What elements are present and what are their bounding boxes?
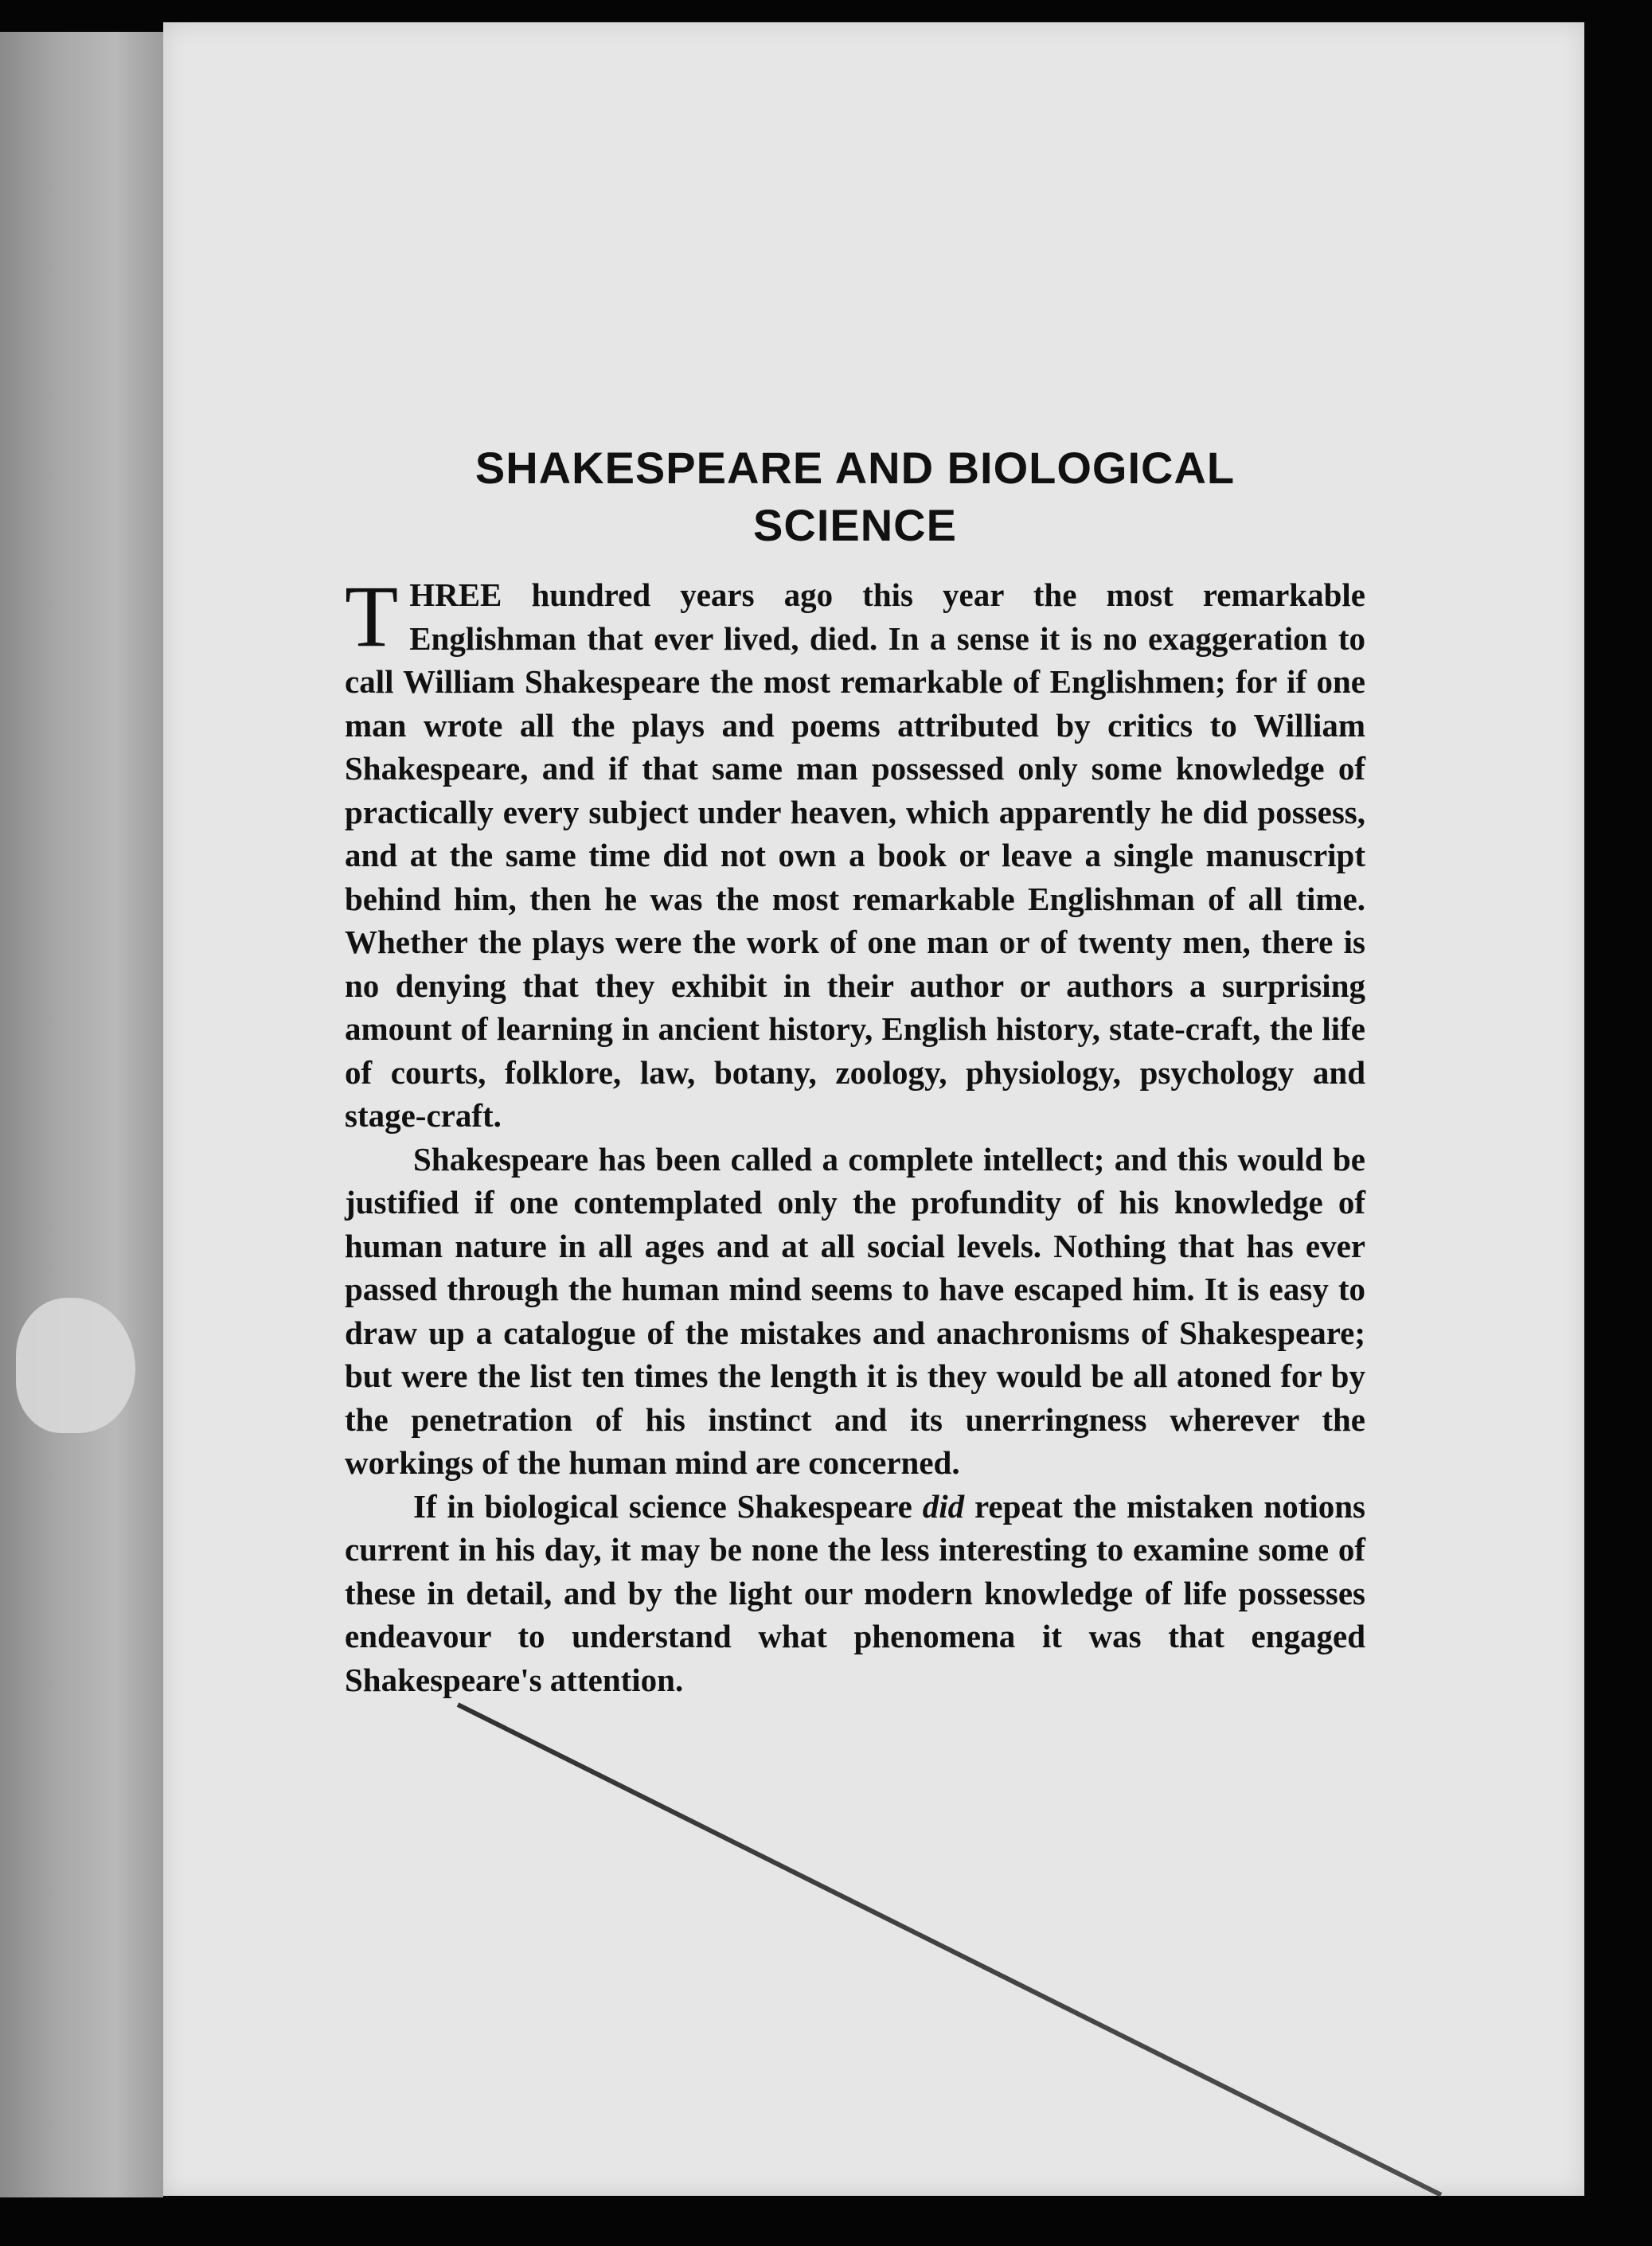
title-line-2: SCIENCE xyxy=(753,500,957,550)
margin-stain xyxy=(16,1298,135,1433)
paragraph-2: Shakespeare has been called a complete intellect; and this would be justified if one contemplated only the profundity of his knowledge of human nature in all ages and at all social levels. Nothing that has ever passed through the human mind seems to have escaped him. It is easy to draw up a catalogue of the mistakes and anachronisms of Shakespeare; but were the list ten times the length it is they would be all atoned for by the penetration of his instinct and its unerringness wherever the workings of the human mind are concerned. xyxy=(345,1140,1365,1481)
page-content xyxy=(345,439,1365,1701)
drop-cap: T xyxy=(345,568,399,665)
title-line-1: SHAKESPEARE AND BIOLOGICAL xyxy=(475,443,1236,493)
left-scan-margin xyxy=(0,32,163,2197)
paragraph-3-after-italic: repeat the mistaken notions current in his day, it may be none the less interesting to examine some of these in detail, and by the light our modern knowledge of life possesses endeavour to understand what phenomena it was that engaged Shakespeare's attention. xyxy=(345,1487,1365,1698)
paragraph-3 xyxy=(345,1485,1365,1702)
paragraph-1-text: HREE hundred years ago this year the most remarkable Englishman that ever lived, died. In a sense it is no exaggeration to call William Shakespeare the most remarkable of Englishmen; for if one man wrote all the plays and poems attributed by critics to William Shakespeare, and if that same man possessed only some knowledge of practically every subject under heaven, which apparently he did possess, and at the same time did not own a book or leave a single manuscript behind him, then he was the most remarkable Englishman of all time. Whether the plays were the work of one man or of twenty men, there is no denying that they exhibit in their author or authors a surprising amount of learning in ancient history, English history, state-craft, the life of courts, folklore, law, botany, zoology, physiology, psychology and stage-craft. xyxy=(345,576,1365,1134)
page-title xyxy=(345,439,1365,554)
paragraph-3-before-italic: If in biological science Shakespeare xyxy=(413,1487,923,1525)
paragraph-1 xyxy=(345,568,1365,1138)
paragraph-3-italic: did xyxy=(922,1487,965,1525)
scan-streak xyxy=(457,1702,1443,2197)
